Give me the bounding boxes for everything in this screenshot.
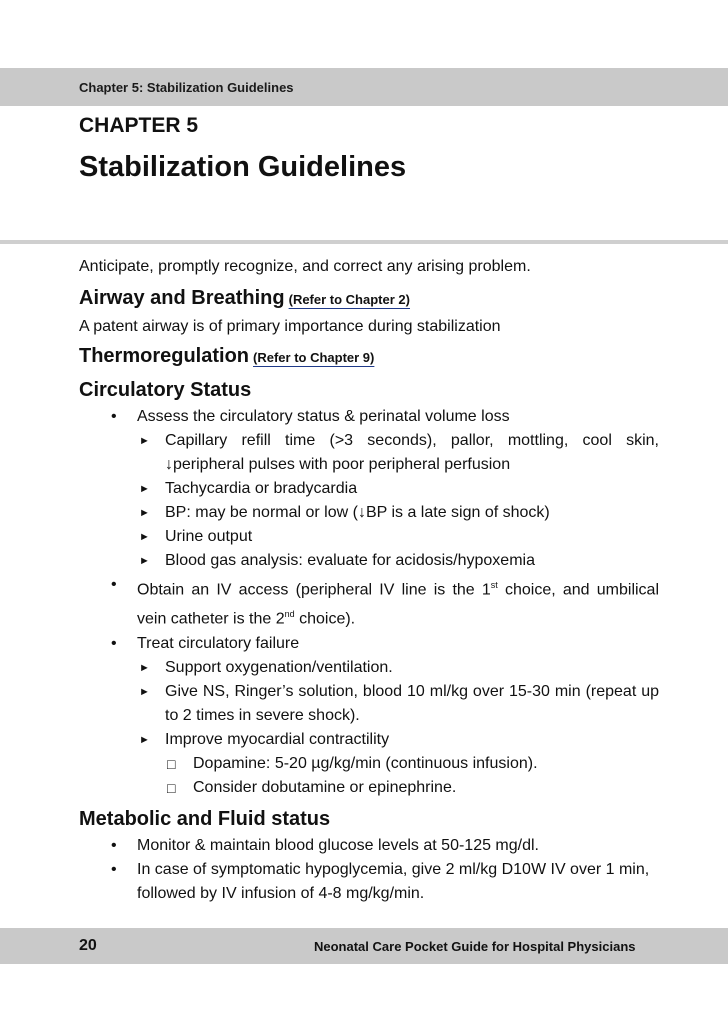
airway-paragraph: A patent airway is of primary importance during stabilization bbox=[79, 318, 501, 335]
footer-book-title: Neonatal Care Pocket Guide for Hospital Physicians bbox=[314, 939, 636, 954]
list-item: • Treat circulatory failure bbox=[79, 632, 659, 656]
arrow-icon: ► bbox=[139, 685, 150, 698]
list-item: ► Give NS, Ringer’s solution, blood 10 ml/kg over 15-30 min (repeat up to 2 times in severe shock). bbox=[79, 680, 659, 728]
list-item: • Assess the circulatory status & perinatal volume loss bbox=[79, 405, 659, 429]
title-divider bbox=[0, 240, 728, 244]
checkbox-icon: □ bbox=[167, 755, 176, 772]
bullet-icon: • bbox=[111, 860, 117, 878]
metabolic-heading: Metabolic and Fluid status bbox=[79, 807, 331, 830]
list-item: ► Improve myocardial contractility bbox=[79, 728, 659, 752]
checkbox-icon: □ bbox=[167, 779, 176, 796]
list-item: ► Support oxygenation/ventilation. bbox=[79, 656, 659, 680]
running-header: Chapter 5: Stabilization Guidelines bbox=[79, 80, 294, 95]
bullet-icon: • bbox=[111, 408, 117, 425]
arrow-icon: ► bbox=[139, 531, 150, 543]
list-item: □ Consider dobutamine or epinephrine. bbox=[79, 776, 659, 800]
list-item: • Obtain an IV access (peripheral IV line is the 1st choice, and umbilical vein catheter is the 2nd choice). bbox=[79, 573, 659, 632]
bullet-icon: • bbox=[111, 836, 117, 854]
bullet-icon: • bbox=[111, 576, 117, 593]
bullet-icon: • bbox=[111, 634, 117, 652]
arrow-icon: ► bbox=[139, 435, 150, 447]
list-item: ► Urine output bbox=[79, 525, 659, 549]
arrow-icon: ► bbox=[139, 555, 150, 567]
arrow-icon: ► bbox=[139, 733, 150, 746]
arrow-icon: ► bbox=[139, 483, 150, 495]
list-item: • Monitor & maintain blood glucose levels at 50-125 mg/dl. bbox=[79, 834, 659, 858]
circulatory-heading: Circulatory Status bbox=[79, 379, 252, 401]
thermo-heading-text: Thermoregulation bbox=[79, 345, 250, 367]
page-number: 20 bbox=[79, 937, 97, 954]
thermo-heading bbox=[79, 341, 659, 373]
list-item: ► BP: may be normal or low (↓BP is a late sign of shock) bbox=[79, 501, 659, 525]
airway-heading bbox=[79, 283, 659, 315]
chapter-label: CHAPTER 5 bbox=[79, 114, 199, 137]
chapter-title: Stabilization Guidelines bbox=[79, 151, 407, 183]
list-item: □ Dopamine: 5-20 µg/kg/min (continuous infusion). bbox=[79, 752, 659, 776]
list-item: ► Blood gas analysis: evaluate for acidosis/hypoxemia bbox=[79, 549, 659, 573]
list-item: • In case of symptomatic hypoglycemia, give 2 ml/kg D10W IV over 1 min, followed by IV infusion of 4-8 mg/kg/min. bbox=[79, 858, 659, 906]
arrow-icon: ► bbox=[139, 661, 150, 674]
page-content bbox=[79, 255, 659, 906]
thermo-chapter-link[interactable]: (Refer to Chapter 9) bbox=[253, 350, 375, 365]
intro-paragraph: Anticipate, promptly recognize, and correct any arising problem. bbox=[79, 258, 531, 275]
airway-heading-text: Airway and Breathing bbox=[79, 287, 285, 309]
arrow-icon: ► bbox=[139, 507, 150, 519]
list-item: ► Capillary refill time (>3 seconds), pallor, mottling, cool skin, ↓peripheral pulses with poor peripheral perfusion bbox=[79, 429, 659, 477]
list-item: ► Tachycardia or bradycardia bbox=[79, 477, 659, 501]
airway-chapter-link[interactable]: (Refer to Chapter 2) bbox=[288, 292, 410, 307]
